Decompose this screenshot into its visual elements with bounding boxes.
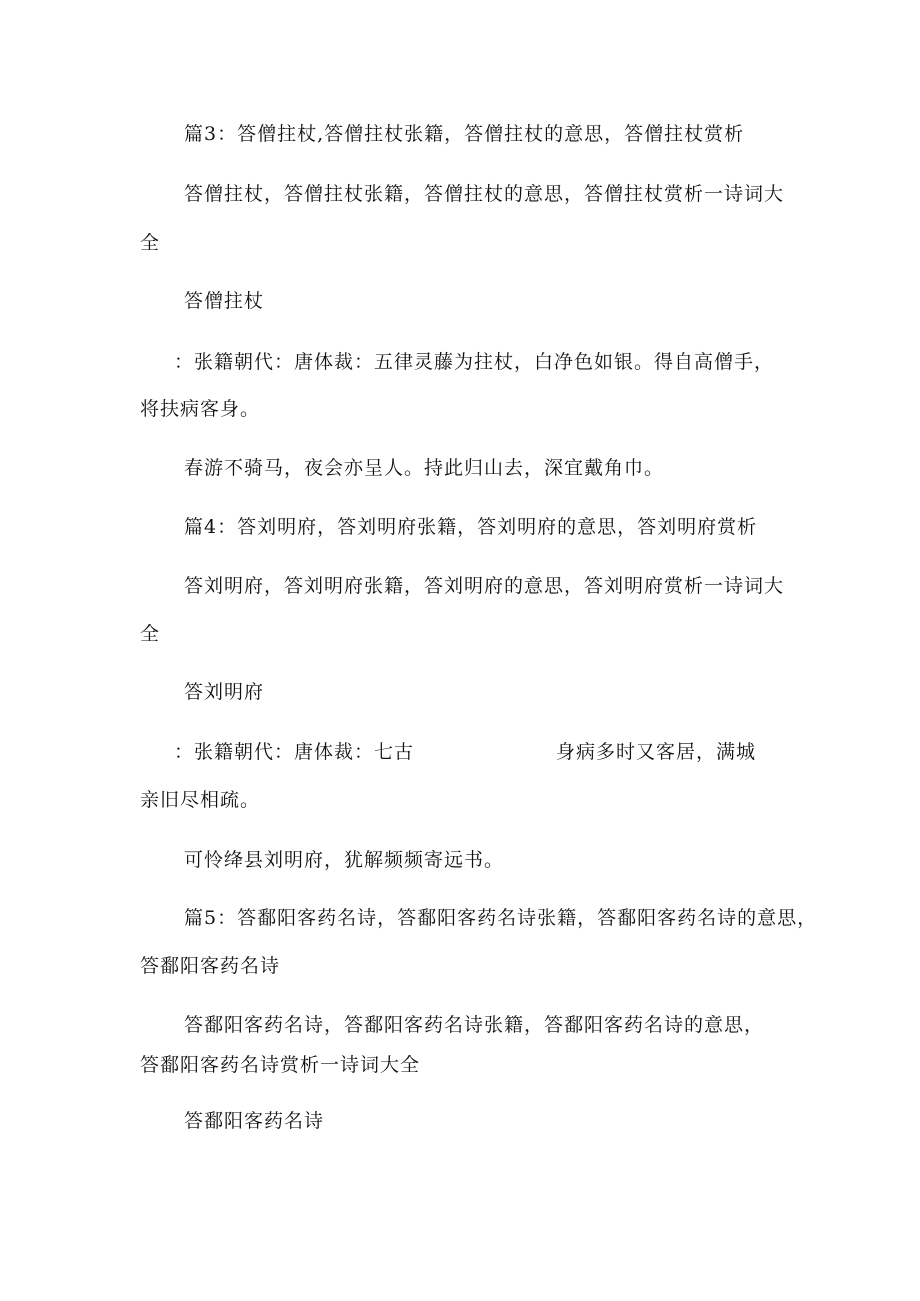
poem-title: 答鄱阳客药名诗 <box>184 1110 325 1132</box>
poem-line: 可怜绛县刘明府，犹解频频寄远书。 <box>184 849 505 871</box>
paragraph-line: 答僧拄杖，答僧拄杖张籍，答僧拄杖的意思，答僧拄杖赏析一诗词大 <box>184 183 785 205</box>
heading-part-5-continued: 答鄱阳客药名诗 <box>140 955 281 977</box>
paragraph-line: 答鄱阳客药名诗赏析一诗词大全 <box>140 1054 421 1076</box>
heading-part-3: 篇3：答僧拄杖,答僧拄杖张籍，答僧拄杖的意思，答僧拄杖赏析 <box>184 123 745 145</box>
heading-part-5: 篇5：答鄱阳客药名诗，答鄱阳客药名诗张籍，答鄱阳客药名诗的意思， <box>184 907 818 929</box>
paragraph-line: 全 <box>140 623 161 645</box>
poem-meta-line: ：张籍朝代：唐体裁：五律灵藤为拄杖，白净色如银。得自高僧手， <box>174 351 775 373</box>
paragraph-line: 答鄱阳客药名诗，答鄱阳客药名诗张籍，答鄱阳客药名诗的意思， <box>184 1014 765 1036</box>
poem-line: 春游不骑马，夜会亦呈人。持此归山去，深宜戴角巾。 <box>184 457 665 479</box>
poem-line: 将扶病客身。 <box>140 398 261 420</box>
poem-meta-line: ：张籍朝代：唐体裁：七古 <box>174 741 415 763</box>
poem-title: 答僧拄杖 <box>184 290 265 312</box>
paragraph-line: 答刘明府，答刘明府张籍，答刘明府的意思，答刘明府赏析一诗词大 <box>184 575 785 597</box>
heading-part-4: 篇4：答刘明府，答刘明府张籍，答刘明府的意思，答刘明府赏析 <box>184 516 758 538</box>
poem-line: 身病多时又客居，满城 <box>556 741 757 763</box>
paragraph-line: 全 <box>140 232 161 254</box>
poem-title: 答刘明府 <box>184 681 265 703</box>
poem-line: 亲旧尽相疏。 <box>140 789 261 811</box>
